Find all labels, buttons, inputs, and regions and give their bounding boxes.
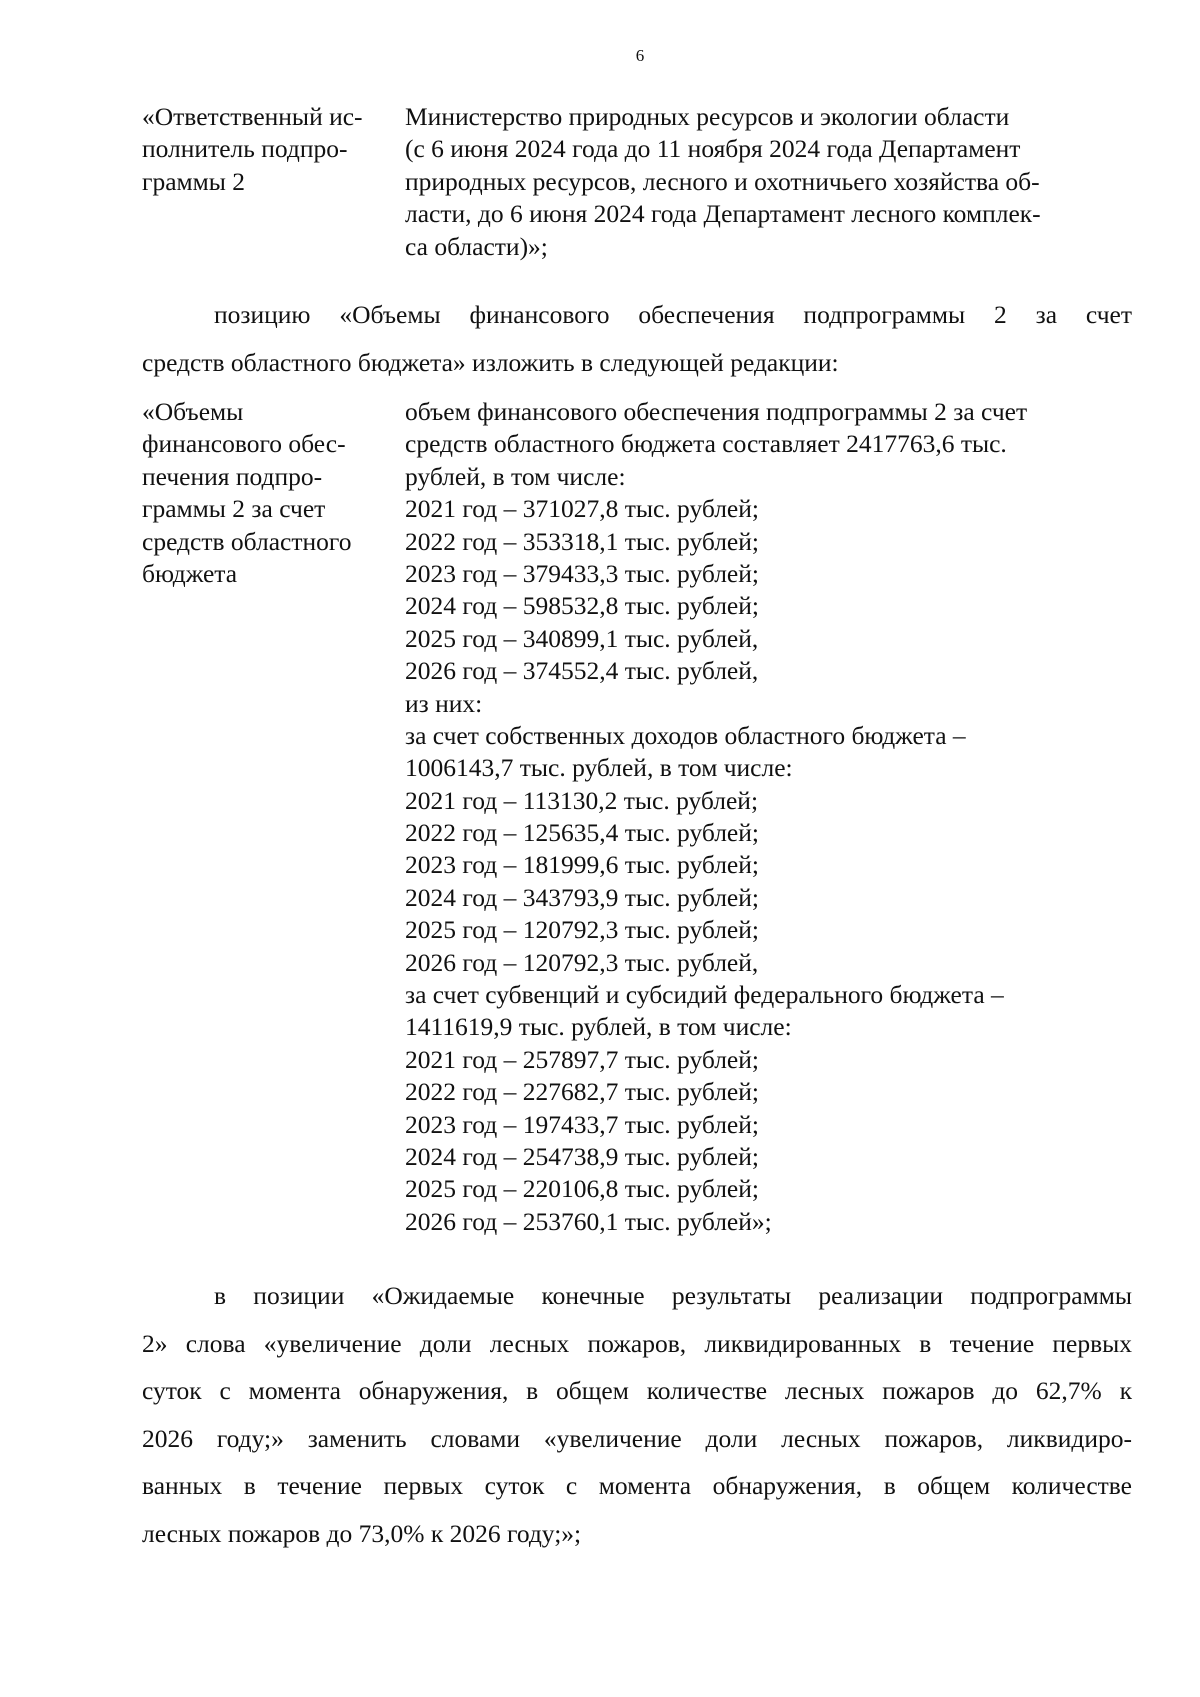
value-line: 2023 год – 379433,3 тыс. рублей; <box>405 558 759 588</box>
value-line: объем финансового обеспечения подпрограммы 2 за счет <box>405 397 1028 426</box>
paragraph-line: 2» слова «увеличение доли лесных пожаров, ликвидированных в течение первых <box>142 1328 1132 1358</box>
value-line: 2021 год – 371027,8 тыс. рублей; <box>405 494 759 524</box>
label-line: средств областного <box>142 526 352 556</box>
value-line: за счет субвенций и субсидий федерального бюджета – <box>405 980 1004 1010</box>
paragraph-financing-position <box>142 291 1132 386</box>
value-line: (с 6 июня 2024 года до 11 ноября 2024 года Департамент <box>405 134 1021 164</box>
label-line: «Ответственный ис- <box>142 102 363 131</box>
value-line: 2025 год – 120792,3 тыс. рублей; <box>405 915 759 945</box>
paragraph-line: в позиции «Ожидаемые конечные результаты реализации подпрограммы <box>214 1281 1132 1310</box>
value-line: средств областного бюджета составляет 2417763,6 тыс. <box>405 429 1007 459</box>
label-line: полнитель подпро- <box>142 134 348 164</box>
value-line: 1411619,9 тыс. рублей, в том числе: <box>405 1012 792 1042</box>
value-line: Министерство природных ресурсов и экологии области <box>405 102 1010 131</box>
value-line: 2024 год – 254738,9 тыс. рублей; <box>405 1141 759 1171</box>
value-line: из них: <box>405 688 483 718</box>
value-line: 2022 год – 227682,7 тыс. рублей; <box>405 1077 759 1107</box>
value-line: ласти, до 6 июня 2024 года Департамент лесного комплек- <box>405 199 1041 229</box>
paragraph-line: средств областного бюджета» изложить в следующей редакции: <box>142 347 839 377</box>
value-line: 2023 год – 197433,7 тыс. рублей; <box>405 1109 759 1139</box>
value-line: са области)»; <box>405 231 548 261</box>
label-line: бюджета <box>142 558 238 588</box>
value-line: 2021 год – 257897,7 тыс. рублей; <box>405 1044 759 1074</box>
paragraph-line: ванных в течение первых суток с момента обнаружения, в общем количестве <box>142 1471 1132 1501</box>
label-line: «Объемы <box>142 397 244 426</box>
label-line: граммы 2 за счет <box>142 494 326 524</box>
value-line: 2025 год – 340899,1 тыс. рублей, <box>405 623 759 653</box>
paragraph-expected-results <box>142 1272 1132 1558</box>
paragraph-line: суток с момента обнаружения, в общем количестве лесных пожаров до 62,7% к <box>142 1376 1132 1406</box>
label-line: граммы 2 <box>142 166 246 196</box>
responsible-executor-value <box>405 101 1135 263</box>
value-line: 2021 год – 113130,2 тыс. рублей; <box>405 785 759 815</box>
value-line: 2025 год – 220106,8 тыс. рублей; <box>405 1174 759 1204</box>
value-line: 2026 год – 120792,3 тыс. рублей, <box>405 947 759 977</box>
paragraph-line: позицию «Объемы финансового обеспечения подпрограммы 2 за счет <box>214 300 1132 329</box>
value-line: 1006143,7 тыс. рублей, в том числе: <box>405 753 793 783</box>
financing-volumes-label <box>142 396 387 590</box>
value-line: природных ресурсов, лесного и охотничьего хозяйства об- <box>405 166 1040 196</box>
paragraph-line: 2026 году;» заменить словами «увеличение доли лесных пожаров, ликвидиро- <box>142 1423 1132 1453</box>
financing-volumes-value <box>405 396 1135 1238</box>
value-line: 2026 год – 374552,4 тыс. рублей, <box>405 656 759 686</box>
label-line: печения подпро- <box>142 461 323 491</box>
responsible-executor-label <box>142 101 387 198</box>
value-line: за счет собственных доходов областного бюджета – <box>405 720 966 750</box>
label-line: финансового обес- <box>142 429 346 459</box>
value-line: 2022 год – 125635,4 тыс. рублей; <box>405 818 759 848</box>
value-line: 2024 год – 343793,9 тыс. рублей; <box>405 882 759 912</box>
page-number: 6 <box>635 46 645 65</box>
value-line: рублей, в том числе: <box>405 461 626 491</box>
value-line: 2022 год – 353318,1 тыс. рублей; <box>405 526 759 556</box>
paragraph-line: лесных пожаров до 73,0% к 2026 году;»; <box>142 1518 582 1548</box>
value-line: 2023 год – 181999,6 тыс. рублей; <box>405 850 759 880</box>
value-line: 2024 год – 598532,8 тыс. рублей; <box>405 591 759 621</box>
value-line: 2026 год – 253760,1 тыс. рублей»; <box>405 1206 772 1236</box>
